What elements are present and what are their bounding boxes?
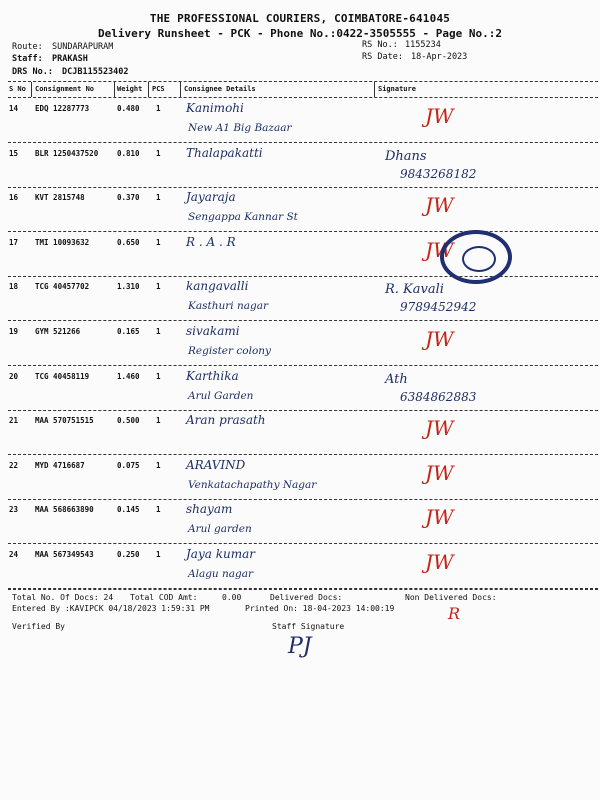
row-weight: 0.480 [117,104,140,113]
row-consignment-no: MAA 568663890 [35,505,94,514]
rs-no-label: RS No.: [362,40,398,50]
row-signature: Dhans [385,149,427,164]
row-signature: JW [425,193,454,217]
row-consignment-no: KVT 2815748 [35,193,85,202]
row-consignee-name: Karthika [186,369,239,383]
row-consignment-no: EDQ 12287773 [35,104,90,113]
row-sno: 16 [9,193,19,202]
row-divider [8,365,598,366]
row-consignment-no: MAA 567349543 [35,550,94,559]
stamp-inner-ring [462,246,496,272]
row-pcs: 1 [156,149,161,158]
row-signature: JW [425,550,454,574]
col-header-pcs: PCS [152,85,165,93]
staff-label: Staff: [12,54,43,64]
row-consignee-address: Kasthuri nagar [188,300,268,312]
row-phone: 9843268182 [400,167,477,181]
rs-date-value: 18-Apr-2023 [411,52,468,62]
row-sno: 22 [9,461,19,470]
row-consignee-name: Aran prasath [186,413,266,427]
row-weight: 0.650 [117,238,140,247]
row-consignment-no: MAA 570751515 [35,416,94,425]
row-signature: JW [425,238,454,262]
delivered-docs: Delivered Docs: [270,593,343,602]
row-pcs: 1 [156,193,161,202]
staff-signature-scribble: PJ [288,634,312,659]
row-signature: JW [425,327,454,351]
row-consignee-name: Jayaraja [186,190,236,204]
row-consignment-no: TCG 40458119 [35,372,90,381]
row-signature: JW [425,416,454,440]
row-consignee-address: Venkatachapathy Nagar [188,479,317,491]
row-sno: 17 [9,238,19,247]
non-delivered-docs: Non Delivered Docs: [405,593,497,602]
col-header-consignee: Consignee Details [184,85,256,93]
route-value: SUNDARAPURAM [52,42,114,52]
verified-by: Verified By [12,622,65,631]
row-pcs: 1 [156,104,161,113]
row-signature: JW [425,505,454,529]
row-phone: 9789452942 [400,300,477,314]
row-divider [8,276,598,277]
row-sno: 18 [9,282,19,291]
row-consignee-name: R . A . R [186,235,236,249]
row-pcs: 1 [156,238,161,247]
row-signature: R. Kavali [385,282,444,297]
row-weight: 0.165 [117,327,140,336]
drs-label: DRS No.: [12,67,53,77]
col-header-signature: Signature [378,85,416,93]
col-divider [180,82,181,97]
col-divider [148,82,149,97]
col-divider [31,82,32,97]
row-sno: 23 [9,505,19,514]
row-sno: 21 [9,416,19,425]
row-sno: 20 [9,372,19,381]
row-sno: 19 [9,327,19,336]
row-divider [8,543,598,544]
row-divider [8,187,598,188]
row-consignee-name: ARAVIND [186,458,246,472]
row-weight: 0.500 [117,416,140,425]
row-weight: 0.810 [117,149,140,158]
row-consignee-address: Sengappa Kannar St [188,211,298,223]
row-consignee-address: Alagu nagar [188,568,254,580]
row-signature: JW [425,461,454,485]
row-divider [8,410,598,411]
row-divider [8,142,598,143]
row-weight: 0.370 [117,193,140,202]
runsheet-title: Delivery Runsheet - PCK - Phone No.:0422-3505555 - Page No.:2 [98,27,502,40]
row-pcs: 1 [156,282,161,291]
row-consignee-address: Arul Garden [188,390,254,402]
total-cod-value: 0.00 [222,593,242,602]
entered-by: Entered By :KAVIPCK 04/18/2023 1:59:31 PM [12,604,210,613]
row-consignment-no: TCG 40457702 [35,282,90,291]
header-top-rule [8,81,598,82]
col-divider [374,82,375,97]
row-consignee-address: Register colony [188,345,271,357]
row-divider [8,320,598,321]
row-consignee-address: Arul garden [188,523,252,535]
staff-value: PRAKASH [52,54,88,64]
row-divider [8,454,598,455]
company-stamp [440,230,512,284]
row-consignee-name: shayam [186,502,233,516]
row-pcs: 1 [156,416,161,425]
row-weight: 1.460 [117,372,140,381]
header-bottom-rule [8,97,598,98]
row-weight: 0.075 [117,461,140,470]
row-weight: 0.250 [117,550,140,559]
row-weight: 1.310 [117,282,140,291]
row-consignment-no: MYD 4716687 [35,461,85,470]
route-label: Route: [12,42,43,52]
row-weight: 0.145 [117,505,140,514]
row-consignee-name: kangavalli [186,279,249,293]
row-signature: Ath [385,372,408,387]
total-cod-label: Total COD Amt: [130,593,198,602]
row-consignee-address: New A1 Big Bazaar [188,122,292,134]
row-divider [8,231,598,232]
row-consignee-name: Kanimohi [186,101,244,115]
row-sno: 24 [9,550,19,559]
col-header-sno: S No [9,85,26,93]
row-sno: 15 [9,149,19,158]
row-pcs: 1 [156,550,161,559]
staff-signature-label: Staff Signature [272,622,345,631]
row-consignment-no: BLR 1250437520 [35,149,99,158]
row-pcs: 1 [156,372,161,381]
footer-rule [8,589,598,590]
rs-date-label: RS Date: [362,52,403,62]
row-consignee-name: Jaya kumar [186,547,255,561]
row-consignment-no: TMI 10093632 [35,238,90,247]
row-pcs: 1 [156,327,161,336]
col-header-weight: Weight [117,85,143,93]
row-pcs: 1 [156,461,161,470]
printed-on: Printed On: 18-04-2023 14:00:19 [245,604,395,613]
col-divider [114,82,115,97]
row-consignment-no: GYM 521266 [35,327,81,336]
row-divider [8,499,598,500]
rs-no-value: 1155234 [405,40,441,50]
row-signature: JW [425,104,454,128]
drs-value: DCJB115523402 [62,67,129,77]
row-phone: 6384862883 [400,390,477,404]
row-consignee-name: sivakami [186,324,240,338]
non-delivered-scribble: R [448,604,461,623]
row-consignee-name: Thalapakatti [186,146,263,160]
company-title: THE PROFESSIONAL COURIERS, COIMBATORE-641045 [149,12,451,25]
total-docs: Total No. Of Docs: 24 [12,593,114,602]
row-pcs: 1 [156,505,161,514]
col-header-consignment: Consignment No [35,85,95,93]
row-sno: 14 [9,104,19,113]
